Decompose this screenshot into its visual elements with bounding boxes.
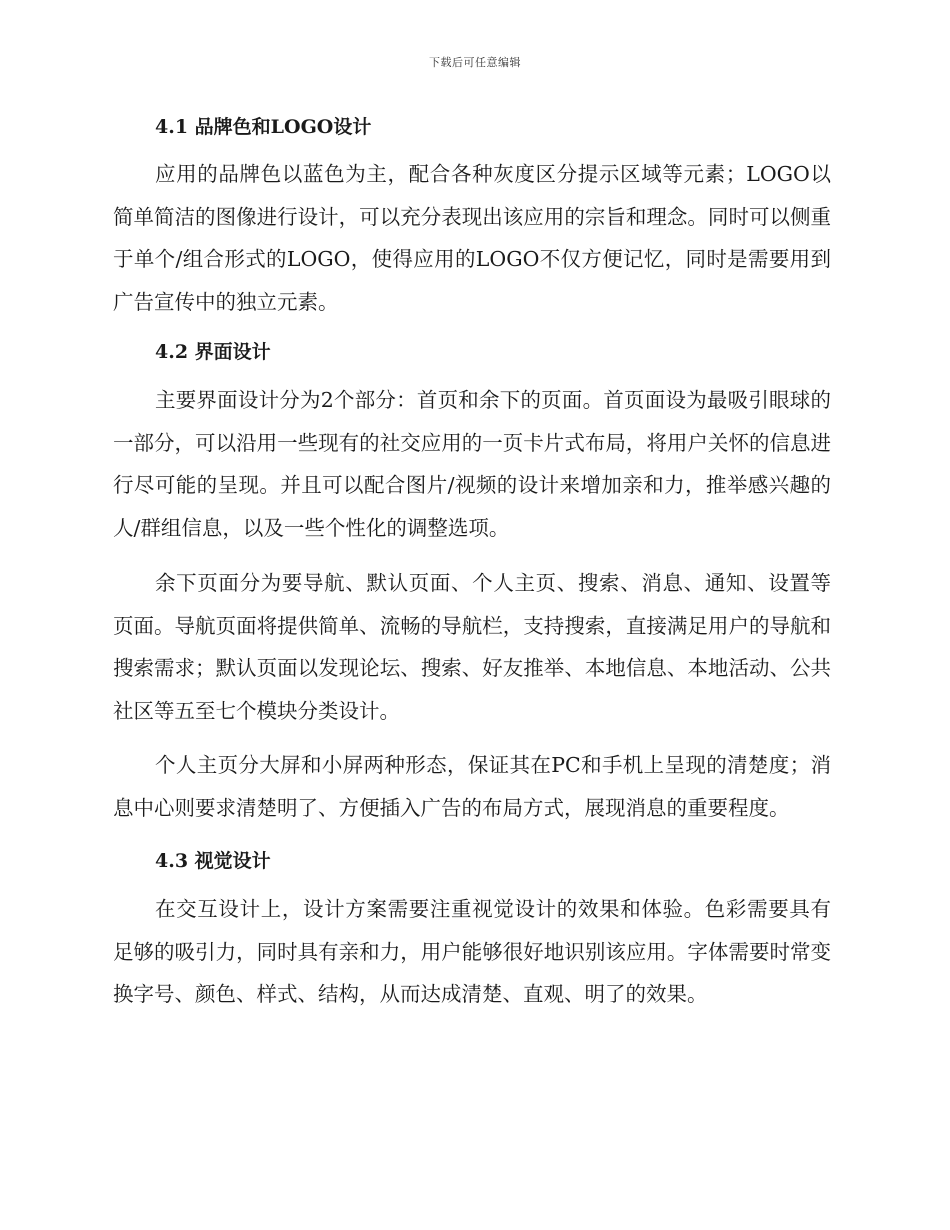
paragraph-remaining-pages: 余下页面分为要导航、默认页面、个人主页、搜索、消息、通知、设置等页面。导航页面将提供简单、流畅的导航栏，支持搜索，直接满足用户的导航和搜索需求；默认页面以发现论坛、搜索、好友推举、本地信息、本地活动、公共社区等五至七个模块分类设计。 (113, 571, 831, 723)
section-heading-4-2: 4.2 界面设计 (155, 341, 271, 363)
paragraph-main-interface: 主要界面设计分为2个部分：首页和余下的页面。首页面设为最吸引眼球的一部分，可以沿用一些现有的社交应用的一页卡片式布局，将用户关怀的信息进行尽可能的呈现。并且可以配合图片/视频的设计来增加亲和力，推举感兴趣的人/群组信息，以及一些个性化的调整选项。 (113, 388, 831, 540)
page-header: 下载后可任意编辑 (429, 56, 521, 69)
paragraph-brand-logo: 应用的品牌色以蓝色为主，配合各种灰度区分提示区域等元素；LOGO以简单简洁的图像进行设计，可以充分表现出该应用的宗旨和理念。同时可以侧重于单个/组合形式的LOGO，使得应用的LOGO不仅方便记忆，同时是需要用到广告宣传中的独立元素。 (113, 162, 831, 314)
document-body (113, 112, 831, 1016)
section-heading-4-1: 4.1 品牌色和LOGO设计 (155, 116, 372, 138)
paragraph-personal-page: 个人主页分大屏和小屏两种形态，保证其在PC和手机上呈现的清楚度；消息中心则要求清楚明了、方便插入广告的布局方式，展现消息的重要程度。 (113, 753, 831, 820)
paragraph-visual-design: 在交互设计上，设计方案需要注重视觉设计的效果和体验。色彩需要具有足够的吸引力，同时具有亲和力，用户能够很好地识别该应用。字体需要时常变换字号、颜色、样式、结构，从而达成清楚、直观、明了的效果。 (113, 897, 831, 1006)
section-heading-4-3: 4.3 视觉设计 (155, 850, 271, 872)
